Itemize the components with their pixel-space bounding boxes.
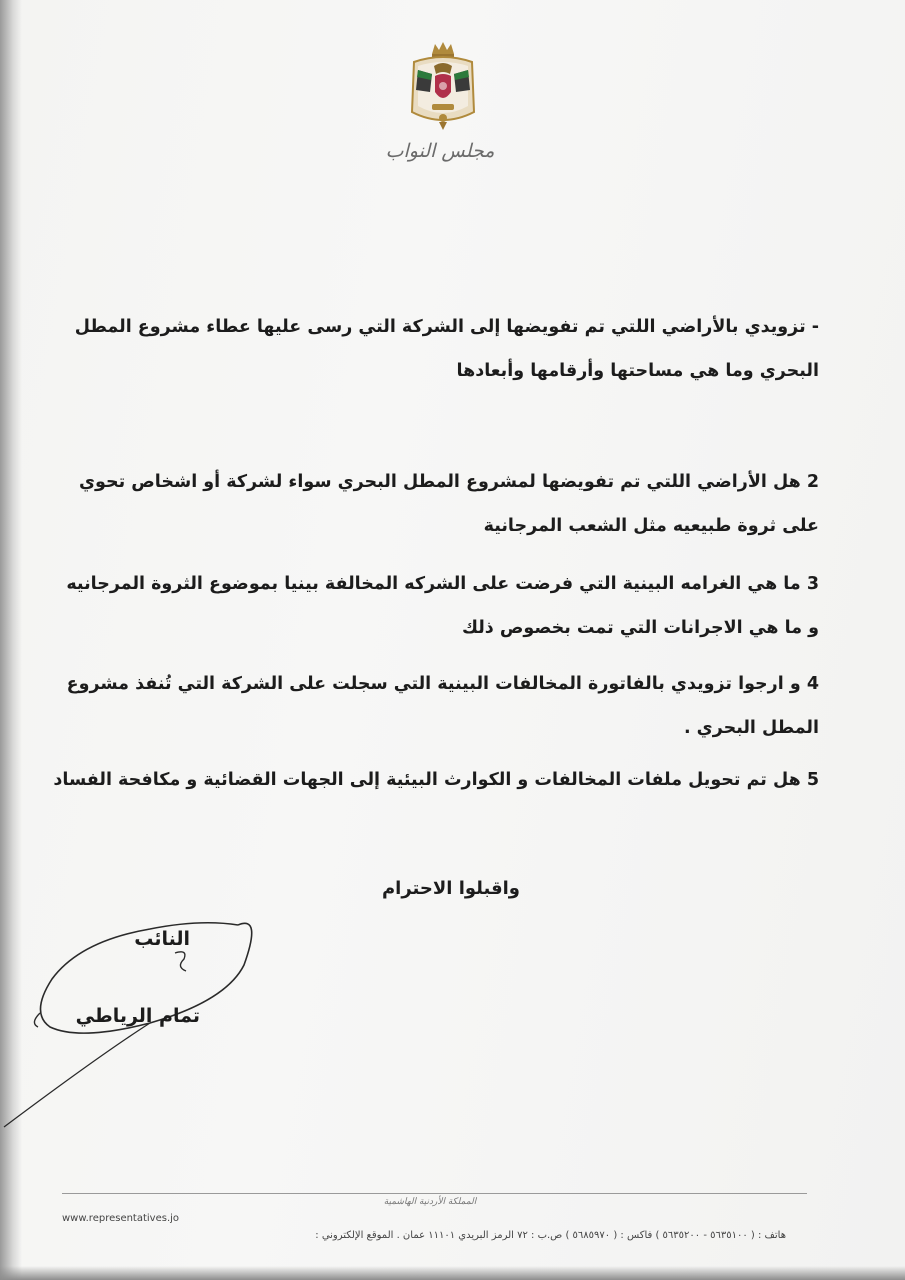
footer-kingdom-name: المملكة الأردنية الهاشمية <box>383 1197 477 1207</box>
closing-regards: واقبلوا الاحترام <box>381 878 520 899</box>
signer-name: تمام الرياطي <box>75 1005 200 1027</box>
paragraph-4 <box>59 662 819 750</box>
paragraph-line: على ثروة طبيعيه مثل الشعب المرجانية <box>483 516 819 536</box>
paragraph-line: - تزويدي بالأراضي اللتي تم تفويضها إلى الشركة التي رسى عليها عطاء مشروع المطل <box>74 317 819 337</box>
paragraph-line: البحري وما هي مساحتها وأرقامها وأبعادها <box>456 361 819 381</box>
paragraph-line: 4 و ارجوا تزويدي بالفاتورة المخالفات البينية التي سجلت على الشركة التي تُنفذ مشروع <box>66 674 819 694</box>
paragraph-3 <box>59 562 819 650</box>
footer-website: www.representatives.jo <box>62 1213 180 1224</box>
page-bottom-shadow <box>0 1266 905 1280</box>
paragraph-line: 2 هل الأراضي اللتي تم تفويضها لمشروع المطل البحري سواء لشركة أو اشخاص تحوي <box>78 472 819 492</box>
paragraph-line: المطل البحري . <box>683 718 819 738</box>
council-name: مجلس النواب <box>385 140 495 162</box>
paragraph-1 <box>59 305 819 393</box>
paragraph-2 <box>59 460 819 548</box>
paragraph-5 <box>53 758 819 802</box>
footer-divider <box>62 1193 807 1194</box>
paragraph-line: 5 هل تم تحويل ملفات المخالفات و الكوارث البيئية إلى الجهات القضائية و مكافحة الفساد <box>53 770 819 790</box>
paragraph-line: و ما هي الاجرانات التي تمت بخصوص ذلك <box>461 618 819 638</box>
signer-title: النائب <box>134 928 190 950</box>
jordan-coat-of-arms-icon <box>408 40 478 132</box>
paragraph-line: 3 ما هي الغرامه البينية التي فرضت على الشركه المخالفة بينيا بموضوع الثروة المرجانيه <box>66 574 819 594</box>
footer-contact-info: هاتف : ( ٥٦٣٥١٠٠ - ٥٦٣٥٢٠٠ ) فاكس : ( ٥٦٨٥٩٧٠ ) ص.ب : ٧٢ الرمز البريدي ١١١٠١ عمان . الموقع الإلكتروني : <box>315 1230 786 1241</box>
